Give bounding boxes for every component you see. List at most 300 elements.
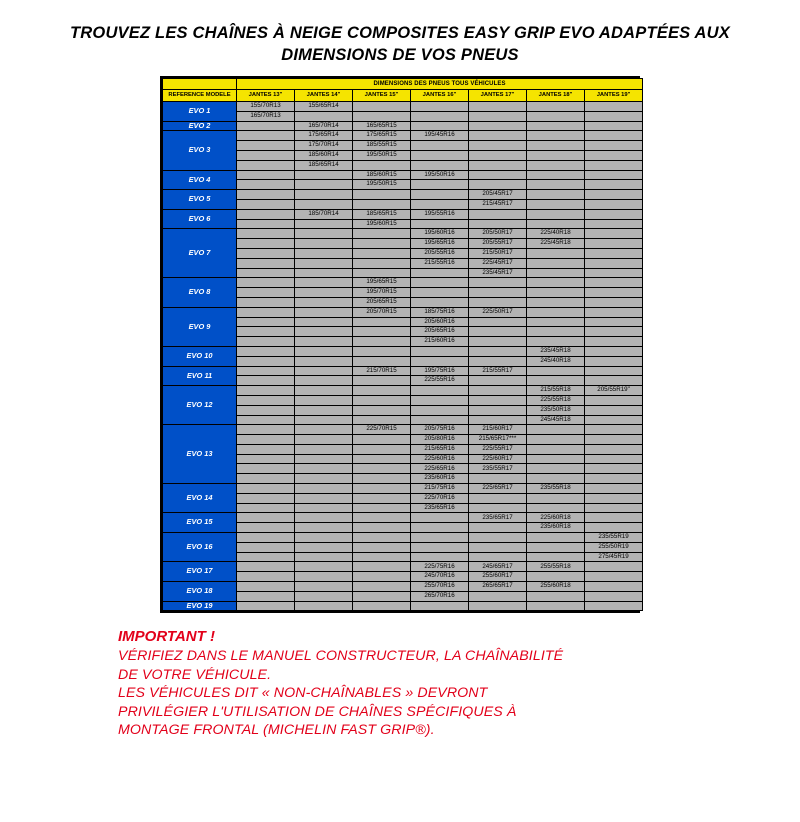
tire-size-cell: 225/60R17 <box>469 454 527 464</box>
empty-cell <box>527 288 585 298</box>
empty-cell <box>527 425 585 435</box>
table-row <box>163 582 643 592</box>
empty-cell <box>353 239 411 249</box>
empty-cell <box>585 405 643 415</box>
empty-cell <box>585 415 643 425</box>
tire-size-cell: 225/65R16 <box>411 464 469 474</box>
model-reference-cell: EVO 17 <box>163 562 237 582</box>
tire-size-cell: 235/45R18 <box>527 346 585 356</box>
empty-cell <box>295 180 353 190</box>
tire-size-cell: 205/70R15 <box>353 307 411 317</box>
empty-cell <box>237 327 295 337</box>
empty-cell <box>585 454 643 464</box>
empty-cell <box>353 111 411 121</box>
empty-cell <box>469 601 527 611</box>
empty-cell <box>295 493 353 503</box>
empty-cell <box>353 317 411 327</box>
empty-cell <box>469 170 527 180</box>
empty-cell <box>237 415 295 425</box>
empty-cell <box>469 523 527 533</box>
tire-size-cell: 265/65R17 <box>469 582 527 592</box>
empty-cell <box>469 327 527 337</box>
empty-cell <box>469 297 527 307</box>
tire-size-cell: 205/55R19" <box>585 386 643 396</box>
tire-size-cell: 165/70R13 <box>237 111 295 121</box>
model-reference-cell: EVO 9 <box>163 307 237 346</box>
table-row <box>163 121 643 131</box>
empty-cell <box>585 591 643 601</box>
empty-cell <box>411 268 469 278</box>
empty-cell <box>237 131 295 141</box>
empty-cell <box>353 248 411 258</box>
table-row <box>163 209 643 219</box>
model-reference-cell: EVO 1 <box>163 102 237 122</box>
model-reference-cell: EVO 19 <box>163 601 237 611</box>
empty-cell <box>237 121 295 131</box>
empty-cell <box>469 386 527 396</box>
empty-cell <box>295 582 353 592</box>
empty-cell <box>353 484 411 494</box>
tire-size-cell: 195/60R15 <box>353 219 411 229</box>
tire-size-cell: 215/65R16 <box>411 444 469 454</box>
empty-cell <box>527 141 585 151</box>
empty-cell <box>295 229 353 239</box>
empty-cell <box>527 248 585 258</box>
empty-cell <box>295 199 353 209</box>
model-reference-cell: EVO 2 <box>163 121 237 131</box>
tire-size-cell: 235/65R16 <box>411 503 469 513</box>
empty-cell <box>295 297 353 307</box>
tire-size-cell: 225/40R18 <box>527 229 585 239</box>
empty-cell <box>585 131 643 141</box>
empty-cell <box>411 415 469 425</box>
empty-cell <box>527 190 585 200</box>
tire-size-cell: 225/60R18 <box>527 513 585 523</box>
tire-size-cell: 185/60R15 <box>353 170 411 180</box>
empty-cell <box>237 356 295 366</box>
empty-cell <box>353 229 411 239</box>
empty-cell <box>527 102 585 112</box>
empty-cell <box>527 435 585 445</box>
empty-cell <box>237 190 295 200</box>
empty-cell <box>411 513 469 523</box>
tire-size-cell: 205/65R16 <box>411 327 469 337</box>
table-row <box>163 170 643 180</box>
empty-cell <box>585 170 643 180</box>
empty-cell <box>237 346 295 356</box>
tire-size-cell: 165/70R14 <box>295 121 353 131</box>
empty-cell <box>295 268 353 278</box>
empty-cell <box>527 572 585 582</box>
empty-cell <box>237 229 295 239</box>
empty-cell <box>585 258 643 268</box>
empty-cell <box>353 405 411 415</box>
empty-cell <box>295 591 353 601</box>
empty-cell <box>469 317 527 327</box>
empty-cell <box>469 288 527 298</box>
empty-cell <box>585 150 643 160</box>
empty-cell <box>585 229 643 239</box>
tire-size-cell: 155/65R14 <box>295 102 353 112</box>
empty-cell <box>585 121 643 131</box>
empty-cell <box>527 533 585 543</box>
tire-size-cell: 235/50R18 <box>527 405 585 415</box>
empty-cell <box>353 415 411 425</box>
empty-cell <box>585 288 643 298</box>
empty-cell <box>411 180 469 190</box>
empty-cell <box>237 141 295 151</box>
empty-cell <box>353 582 411 592</box>
empty-cell <box>295 386 353 396</box>
empty-cell <box>237 435 295 445</box>
empty-cell <box>585 111 643 121</box>
empty-cell <box>237 199 295 209</box>
empty-cell <box>237 523 295 533</box>
tire-size-cell: 215/55R17 <box>469 366 527 376</box>
tire-size-cell: 205/45R17 <box>469 190 527 200</box>
column-header-4: JANTES 16" <box>411 90 469 102</box>
empty-cell <box>237 405 295 415</box>
empty-cell <box>353 474 411 484</box>
empty-cell <box>237 180 295 190</box>
empty-cell <box>585 513 643 523</box>
empty-cell <box>295 542 353 552</box>
empty-cell <box>527 591 585 601</box>
empty-cell <box>237 150 295 160</box>
empty-cell <box>411 111 469 121</box>
empty-cell <box>469 503 527 513</box>
tire-size-cell: 225/55R17 <box>469 444 527 454</box>
tire-size-cell: 225/65R17 <box>469 484 527 494</box>
tire-size-cell: 225/70R16 <box>411 493 469 503</box>
table-row <box>163 366 643 376</box>
empty-cell <box>411 533 469 543</box>
table-row <box>163 346 643 356</box>
table-row <box>163 278 643 288</box>
page-root <box>0 22 800 822</box>
empty-cell <box>353 160 411 170</box>
empty-cell <box>527 131 585 141</box>
empty-cell <box>295 288 353 298</box>
empty-cell <box>237 268 295 278</box>
tire-size-cell: 205/65R15 <box>353 297 411 307</box>
empty-cell <box>353 591 411 601</box>
empty-cell <box>237 297 295 307</box>
model-reference-cell: EVO 6 <box>163 209 237 229</box>
empty-cell <box>585 562 643 572</box>
empty-cell <box>295 248 353 258</box>
empty-cell <box>353 601 411 611</box>
tire-size-cell: 205/60R16 <box>411 317 469 327</box>
empty-cell <box>411 160 469 170</box>
empty-cell <box>295 307 353 317</box>
model-reference-cell: EVO 15 <box>163 513 237 533</box>
empty-cell <box>585 523 643 533</box>
empty-cell <box>585 248 643 258</box>
tire-size-cell: 245/65R17 <box>469 562 527 572</box>
empty-cell <box>353 552 411 562</box>
tire-size-cell: 245/70R16 <box>411 572 469 582</box>
tire-size-cell: 195/75R16 <box>411 366 469 376</box>
empty-cell <box>527 150 585 160</box>
empty-cell <box>295 317 353 327</box>
empty-cell <box>585 376 643 386</box>
empty-cell <box>237 170 295 180</box>
empty-cell <box>295 454 353 464</box>
empty-cell <box>469 102 527 112</box>
empty-cell <box>353 464 411 474</box>
tire-size-cell: 225/50R17 <box>469 307 527 317</box>
empty-cell <box>237 395 295 405</box>
empty-cell <box>353 337 411 347</box>
empty-cell <box>353 523 411 533</box>
important-note <box>118 627 718 740</box>
tire-size-cell: 225/45R17 <box>469 258 527 268</box>
tire-size-cell: 195/65R15 <box>353 278 411 288</box>
empty-cell <box>295 444 353 454</box>
table-row <box>163 102 643 112</box>
tire-size-table <box>162 78 643 611</box>
empty-cell <box>295 464 353 474</box>
empty-cell <box>295 572 353 582</box>
empty-cell <box>295 552 353 562</box>
model-reference-cell: EVO 10 <box>163 346 237 366</box>
tire-size-cell: 205/75R16 <box>411 425 469 435</box>
empty-cell <box>353 562 411 572</box>
tire-size-cell: 225/55R18 <box>527 395 585 405</box>
empty-cell <box>527 366 585 376</box>
table-row <box>163 484 643 494</box>
empty-cell <box>295 258 353 268</box>
empty-cell <box>469 160 527 170</box>
column-header-3: JANTES 15" <box>353 90 411 102</box>
tire-size-cell: 225/55R16 <box>411 376 469 386</box>
empty-cell <box>353 493 411 503</box>
empty-cell <box>237 307 295 317</box>
empty-cell <box>295 523 353 533</box>
empty-cell <box>237 601 295 611</box>
empty-cell <box>469 150 527 160</box>
empty-cell <box>237 454 295 464</box>
empty-cell <box>353 395 411 405</box>
empty-cell <box>353 542 411 552</box>
table-row <box>163 513 643 523</box>
tire-size-cell: 195/45R16 <box>411 131 469 141</box>
tire-size-cell: 215/45R17 <box>469 199 527 209</box>
empty-cell <box>469 278 527 288</box>
empty-cell <box>353 386 411 396</box>
empty-cell <box>237 533 295 543</box>
empty-cell <box>353 513 411 523</box>
empty-cell <box>411 288 469 298</box>
empty-cell <box>527 474 585 484</box>
empty-cell <box>585 503 643 513</box>
empty-cell <box>237 209 295 219</box>
empty-cell <box>527 160 585 170</box>
tire-size-cell: 175/65R15 <box>353 131 411 141</box>
tire-size-cell: 225/60R16 <box>411 454 469 464</box>
empty-cell <box>585 464 643 474</box>
empty-cell <box>295 533 353 543</box>
column-header-2: JANTES 14" <box>295 90 353 102</box>
empty-cell <box>527 258 585 268</box>
tire-size-cell: 165/65R15 <box>353 121 411 131</box>
table-row <box>163 131 643 141</box>
tire-size-cell: 255/50R19 <box>585 542 643 552</box>
table-body <box>163 102 643 611</box>
empty-cell <box>469 493 527 503</box>
empty-cell <box>411 219 469 229</box>
empty-cell <box>295 239 353 249</box>
empty-cell <box>295 395 353 405</box>
empty-cell <box>353 533 411 543</box>
model-reference-cell: EVO 14 <box>163 484 237 513</box>
column-header-0: REFERENCE MODELE <box>163 90 237 102</box>
tire-size-cell: 225/75R16 <box>411 562 469 572</box>
empty-cell <box>527 444 585 454</box>
empty-cell <box>527 278 585 288</box>
empty-cell <box>585 435 643 445</box>
tire-size-cell: 235/60R18 <box>527 523 585 533</box>
empty-cell <box>585 582 643 592</box>
empty-cell <box>527 199 585 209</box>
tire-size-cell: 215/75R16 <box>411 484 469 494</box>
empty-cell <box>411 386 469 396</box>
empty-cell <box>353 327 411 337</box>
empty-cell <box>353 444 411 454</box>
empty-cell <box>585 337 643 347</box>
table-row <box>163 386 643 396</box>
empty-cell <box>527 170 585 180</box>
tire-size-cell: 195/50R15 <box>353 150 411 160</box>
column-header-7: JANTES 19" <box>585 90 643 102</box>
empty-cell <box>527 493 585 503</box>
empty-cell <box>527 327 585 337</box>
empty-cell <box>411 542 469 552</box>
empty-cell <box>527 454 585 464</box>
empty-cell <box>469 405 527 415</box>
empty-cell <box>411 356 469 366</box>
empty-cell <box>411 102 469 112</box>
empty-cell <box>527 268 585 278</box>
empty-cell <box>237 386 295 396</box>
tire-size-cell: 255/60R17 <box>469 572 527 582</box>
empty-cell <box>237 239 295 249</box>
empty-cell <box>411 278 469 288</box>
empty-cell <box>295 366 353 376</box>
empty-cell <box>295 278 353 288</box>
tire-size-cell: 235/45R17 <box>469 268 527 278</box>
table-row <box>163 190 643 200</box>
empty-cell <box>585 199 643 209</box>
empty-cell <box>237 219 295 229</box>
empty-cell <box>585 425 643 435</box>
tire-size-cell: 185/75R16 <box>411 307 469 317</box>
empty-cell <box>237 542 295 552</box>
tire-size-cell: 255/60R18 <box>527 582 585 592</box>
empty-cell <box>527 121 585 131</box>
empty-cell <box>411 552 469 562</box>
empty-cell <box>295 435 353 445</box>
model-reference-cell: EVO 16 <box>163 533 237 562</box>
model-reference-cell: EVO 11 <box>163 366 237 386</box>
empty-cell <box>237 444 295 454</box>
empty-cell <box>411 199 469 209</box>
tire-size-cell: 195/50R15 <box>353 180 411 190</box>
tire-size-cell: 195/55R16 <box>411 209 469 219</box>
table-row <box>163 601 643 611</box>
empty-cell <box>411 346 469 356</box>
empty-cell <box>411 601 469 611</box>
empty-cell <box>469 395 527 405</box>
empty-cell <box>527 601 585 611</box>
empty-cell <box>353 268 411 278</box>
tire-size-cell: 255/70R16 <box>411 582 469 592</box>
important-line-2: LES VÉHICULES DIT « NON-CHAÎNABLES » DEVRONT <box>118 685 488 702</box>
table-head <box>163 79 643 102</box>
empty-cell <box>237 425 295 435</box>
tire-size-cell: 215/65R17*** <box>469 435 527 445</box>
table-row <box>163 307 643 317</box>
tire-size-cell: 185/70R14 <box>295 209 353 219</box>
empty-cell <box>237 464 295 474</box>
tire-size-cell: 185/55R15 <box>353 141 411 151</box>
empty-cell <box>527 337 585 347</box>
empty-cell <box>295 405 353 415</box>
empty-cell <box>237 160 295 170</box>
tire-size-cell: 215/55R18 <box>527 386 585 396</box>
tire-size-cell: 235/65R17 <box>469 513 527 523</box>
important-line-0: VÉRIFIEZ DANS LE MANUEL CONSTRUCTEUR, LA CHAÎNABILITÉ <box>118 648 564 665</box>
empty-cell <box>353 503 411 513</box>
empty-cell <box>295 356 353 366</box>
empty-cell <box>237 591 295 601</box>
empty-cell <box>237 337 295 347</box>
model-reference-cell: EVO 13 <box>163 425 237 484</box>
empty-cell <box>237 474 295 484</box>
empty-cell <box>585 601 643 611</box>
empty-cell <box>585 366 643 376</box>
empty-cell <box>585 307 643 317</box>
column-header-1: JANTES 13" <box>237 90 295 102</box>
empty-cell <box>585 474 643 484</box>
empty-cell <box>353 258 411 268</box>
empty-cell <box>527 376 585 386</box>
tire-size-cell: 205/80R16 <box>411 435 469 445</box>
model-reference-cell: EVO 8 <box>163 278 237 307</box>
empty-cell <box>353 102 411 112</box>
tire-size-cell: 225/70R15 <box>353 425 411 435</box>
table-super-header-row <box>163 79 643 90</box>
empty-cell <box>237 503 295 513</box>
tire-size-cell: 235/55R18 <box>527 484 585 494</box>
empty-cell <box>295 513 353 523</box>
tire-size-cell: 275/45R19 <box>585 552 643 562</box>
tire-size-cell: 225/45R18 <box>527 239 585 249</box>
empty-cell <box>411 523 469 533</box>
empty-cell <box>353 435 411 445</box>
tire-size-cell: 255/55R18 <box>527 562 585 572</box>
empty-cell <box>585 297 643 307</box>
empty-cell <box>411 150 469 160</box>
empty-cell <box>527 219 585 229</box>
empty-cell <box>469 552 527 562</box>
empty-cell <box>411 297 469 307</box>
tire-size-cell: 195/65R16 <box>411 239 469 249</box>
tire-size-cell: 245/45R18 <box>527 415 585 425</box>
important-line-4: MONTAGE FRONTAL (MICHELIN FAST GRIP®). <box>118 722 435 739</box>
empty-cell <box>585 160 643 170</box>
